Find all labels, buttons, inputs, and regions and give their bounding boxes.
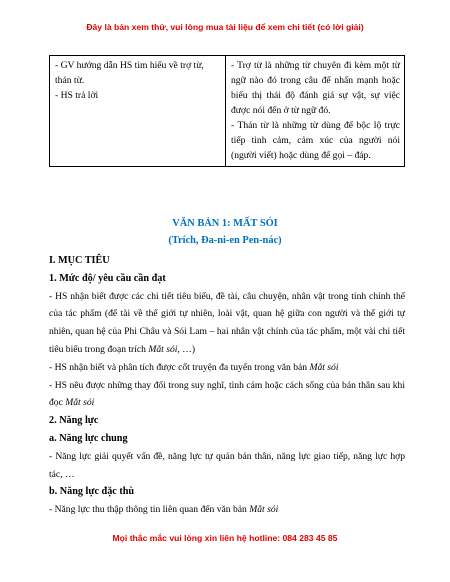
activity-table	[49, 55, 405, 167]
paragraph: - HS nhận biết được các chi tiết tiêu biểu, đề tài, câu chuyện, nhân vật trong tính chỉnh thể của tác phẩm (để tài về thế giới tự nhiên, loài vật, quan hệ giữa con người và thế giới tự nhiên, quan hệ của Phi Châu và Sói Lam – hai nhân vật chính của tác phẩm, một vài chi tiết tiêu biểu trong đoạn trích Mắt sói, …)	[49, 290, 405, 355]
paragraph: - Năng lực thu thập thông tin liên quan đến văn bản Mắt sói	[49, 504, 279, 516]
section-heading-specific: b. Năng lực đặc thù	[49, 486, 135, 498]
table-left-line: - GV hướng dẫn HS tìm hiểu về trợ từ, thán từ.	[55, 60, 204, 86]
hotline-notice: Mọi thắc mắc vui lòng xin liên hệ hotline: 084 283 45 85	[112, 533, 338, 543]
section-heading-objectives: I. MỤC TIÊU	[49, 255, 110, 266]
table-right-line: - Thán từ là những từ dùng để bộc lộ trực tiếp tình cảm, cảm xúc của người nói (người viết) hoặc dùng để gọi – đáp.	[231, 120, 400, 161]
section-heading-requirements: 1. Mức độ/ yêu cầu cần đạt	[49, 272, 166, 284]
teacher-student-cell	[50, 56, 226, 167]
table-row	[50, 56, 405, 167]
lesson-subtitle: (Trích, Đa-ni-en Pen-nác)	[168, 235, 282, 246]
preview-notice: Đây là bản xem thử, vui lòng mua tài liệu để xem chi tiết (có lời giải)	[86, 22, 364, 32]
section-heading-competence: 2. Năng lực	[49, 415, 99, 427]
lesson-title: VĂN BẢN 1: MẤT SÓI	[172, 218, 278, 229]
table-left-line: - HS trả lời	[55, 90, 99, 101]
paragraph: - HS nêu được những thay đổi trong suy nghĩ, tình cảm hoặc cách sống của bản thân sau khi đọc Mắt sói	[49, 379, 405, 409]
table-right-line: - Trợ từ là những từ chuyên đi kèm một từ ngữ nào đó trong câu để nhấn mạnh hoặc biểu thị thái độ đánh giá sự vật, sự việc được nói đến ở từ ngữ đó.	[231, 60, 400, 116]
section-heading-general: a. Năng lực chung	[49, 432, 128, 444]
lesson-content	[49, 252, 405, 519]
paragraph: - HS nhận biết và phân tích được cốt truyện đa tuyến trong văn bản Mắt sói	[49, 361, 339, 373]
paragraph: - Năng lực giải quyết vấn đề, năng lực tự quản bản thân, năng lực giao tiếp, năng lực hợp tác, …	[49, 450, 405, 480]
expected-product-cell	[226, 56, 405, 167]
